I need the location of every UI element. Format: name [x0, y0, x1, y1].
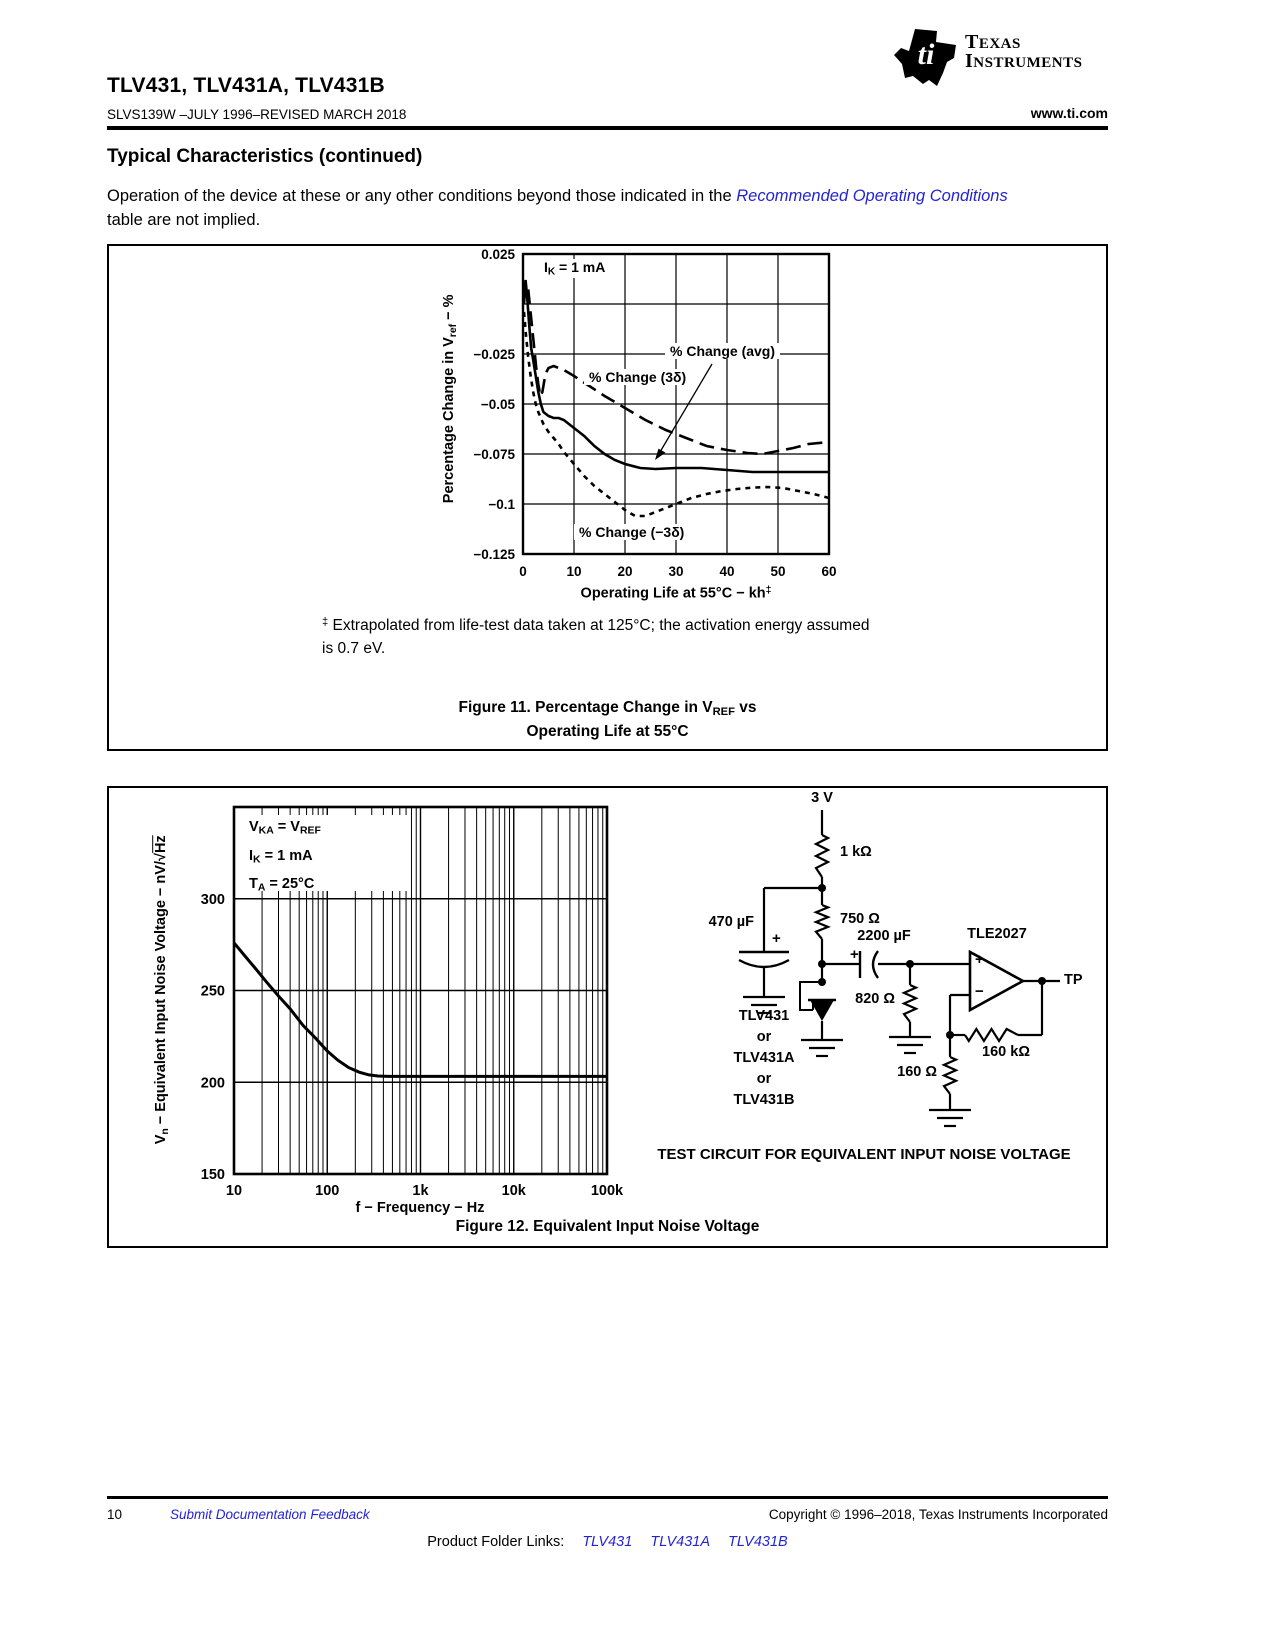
logo-texas: TEXAS	[965, 31, 1021, 53]
figure-11-container	[107, 244, 1108, 751]
intro-text-after: table are not implied.	[107, 211, 261, 229]
fig12-y-axis-title: $V_n$ − Equivalent Input Noise Voltage − nV/√Hz	[153, 835, 171, 1145]
dut-or-1: or	[756, 1029, 772, 1045]
cap-2200uf-label: 2200 µF	[857, 928, 911, 944]
series-label-avg: % Change (avg)	[665, 343, 780, 359]
svg-text:300: 300	[200, 891, 225, 908]
product-folder-links	[107, 1534, 1108, 1550]
header-rule	[107, 126, 1108, 130]
fig12-conditions	[237, 815, 407, 894]
condition-vka: $V_{KA} = V_{REF}$	[249, 819, 321, 837]
test-point-label: TP	[1064, 972, 1083, 988]
intro-text-before: Operation of the device at these or any other conditions beyond those indicated in the	[107, 187, 737, 205]
svg-text:150: 150	[200, 1167, 225, 1183]
figure-12-container	[107, 786, 1108, 1248]
supply-voltage-label: 3 V	[811, 790, 833, 806]
submit-feedback-link[interactable]: Submit Documentation Feedback	[170, 1507, 370, 1522]
resistor-160k-label: 160 kΩ	[982, 1044, 1030, 1060]
dut-label	[709, 1006, 819, 1111]
series-label-plus3delta: % Change (3δ)	[584, 369, 691, 385]
resistor-750-label: 750 Ω	[840, 911, 880, 927]
svg-text:−0.025: −0.025	[473, 347, 515, 362]
cap-470uf-label: 470 µF	[708, 914, 754, 930]
ti-logo	[893, 26, 1108, 90]
cap-2200uf-plus-sign: +	[850, 946, 859, 963]
svg-text:60: 60	[821, 564, 837, 579]
cap-470uf-plus-sign: +	[772, 930, 781, 947]
svg-text:−0.05: −0.05	[480, 397, 515, 412]
figure-11-caption-line2: Operating Life at 55°C	[526, 723, 689, 740]
section-heading: Typical Characteristics (continued)	[107, 146, 423, 167]
footnote-line2: is 0.7 eV.	[322, 640, 386, 657]
dut-tlv431: TLV431	[738, 1008, 790, 1024]
footer-rule	[107, 1496, 1108, 1499]
svg-text:10: 10	[225, 1183, 243, 1199]
resistor-820-label: 820 Ω	[855, 991, 895, 1007]
svg-text:0: 0	[519, 564, 527, 579]
opamp-noninverting-sign: +	[975, 951, 984, 968]
ti-website-link[interactable]: www.ti.com	[1030, 105, 1108, 121]
fig12-x-axis-title: f − Frequency − Hz	[355, 1200, 485, 1216]
svg-text:−0.125: −0.125	[473, 547, 515, 562]
svg-text:250: 250	[200, 983, 225, 1000]
svg-text:10: 10	[566, 564, 582, 579]
resistor-1k-label: 1 kΩ	[840, 844, 872, 860]
figure-11-caption-line1: Figure 11. Percentage Change in $V_{REF}$ vs	[458, 699, 757, 718]
fig11-y-axis-title: Percentage Change in $V_{ref}$ − %	[441, 294, 459, 504]
folder-prefix: Product Folder Links:	[427, 1534, 565, 1550]
svg-text:100k: 100k	[590, 1183, 624, 1199]
svg-text:50: 50	[770, 564, 786, 579]
footnote-line1: ‡ Extrapolated from life-test data taken at 125°C; the activation energy assumed	[322, 616, 870, 635]
folder-link-tlv431a[interactable]: TLV431A	[650, 1534, 711, 1550]
page-number: 10	[107, 1507, 123, 1522]
svg-text:30: 30	[668, 564, 684, 579]
test-circuit-heading: TEST CIRCUIT FOR EQUIVALENT INPUT NOISE VOLTAGE	[657, 1146, 1071, 1163]
folder-link-tlv431[interactable]: TLV431	[582, 1534, 633, 1550]
svg-text:100: 100	[315, 1183, 340, 1199]
dut-tlv431a: TLV431A	[733, 1050, 795, 1066]
logo-instruments: INSTRUMENTS	[965, 50, 1083, 72]
figure-12-caption: Figure 12. Equivalent Input Noise Voltage	[455, 1218, 760, 1235]
svg-text:20: 20	[617, 564, 633, 579]
svg-text:−0.075: −0.075	[473, 447, 515, 462]
svg-text:−0.1: −0.1	[488, 497, 515, 512]
dut-tlv431b: TLV431B	[733, 1092, 795, 1108]
opamp-inverting-sign: −	[975, 983, 984, 1000]
texas-map-icon	[893, 28, 959, 90]
figure-11-chart	[109, 246, 1106, 749]
condition-ta: $T_A = 25^\circ C$	[249, 876, 315, 894]
svg-text:1k: 1k	[412, 1183, 429, 1199]
dut-or-2: or	[756, 1071, 772, 1087]
folder-link-tlv431b[interactable]: TLV431B	[728, 1534, 788, 1550]
svg-text:40: 40	[719, 564, 735, 579]
opamp-part-label: TLE2027	[967, 926, 1027, 942]
series-label-minus3delta: % Change (−3δ)	[574, 524, 689, 540]
page-title: TLV431, TLV431A, TLV431B	[107, 74, 385, 97]
svg-text:200: 200	[200, 1075, 225, 1092]
intro-paragraph	[107, 184, 1108, 232]
svg-text:0.025: 0.025	[481, 247, 515, 262]
recommended-operating-conditions-link[interactable]: Recommended Operating Conditions	[736, 187, 1008, 205]
fig11-x-axis-title: Operating Life at 55°C − kh‡	[580, 585, 772, 602]
condition-ik: $I_K = 1$ mA	[249, 847, 313, 866]
svg-text:ti: ti	[917, 38, 935, 71]
svg-text:10k: 10k	[501, 1183, 526, 1199]
doc-code: SLVS139W –JULY 1996–REVISED MARCH 2018	[107, 107, 407, 122]
resistor-160-label: 160 Ω	[897, 1064, 937, 1080]
fig11-condition-label: $I_K = 1$ mA	[539, 259, 610, 278]
copyright-text: Copyright © 1996–2018, Texas Instruments Incorporated	[768, 1507, 1108, 1522]
